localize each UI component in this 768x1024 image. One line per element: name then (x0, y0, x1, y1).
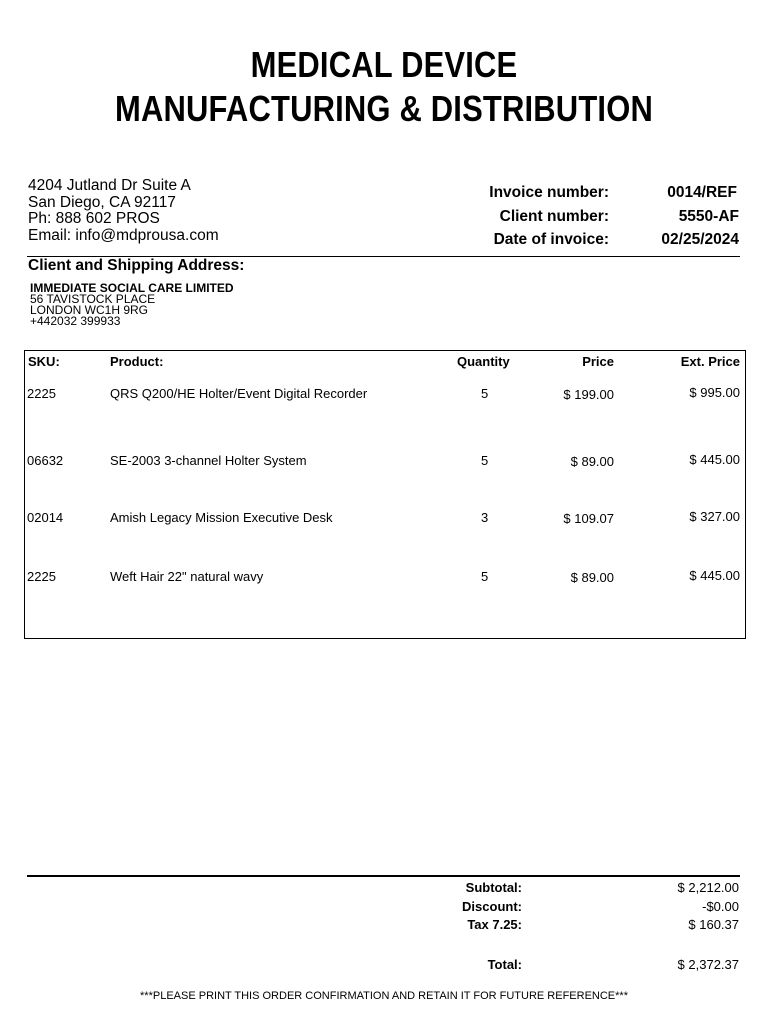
invoice-date-value: 02/25/2024 (661, 231, 739, 248)
discount-value: -$0.00 (702, 899, 739, 914)
document-title-line1: MEDICAL DEVICE (250, 44, 518, 85)
client-phone: +442032 399933 (30, 314, 121, 328)
discount-row (400, 899, 740, 917)
invoice-meta-block (460, 184, 742, 255)
row-3-quantity: 3 (481, 510, 489, 525)
column-header-ext-price: Ext. Price (680, 354, 740, 369)
client-number-value: 5550-AF (678, 207, 739, 225)
column-header-quantity: Quantity (457, 354, 510, 369)
discount-label: Discount: (462, 899, 522, 914)
column-header-product: Product: (110, 354, 164, 369)
row-1-ext-price: $ 995.00 (689, 385, 740, 400)
row-2-ext-price: $ 445.00 (689, 452, 740, 467)
total-label: Total: (487, 957, 522, 972)
row-2-price: $ 89.00 (570, 454, 614, 469)
subtotal-row (400, 880, 740, 898)
row-3-price: $ 109.07 (563, 511, 614, 526)
row-1-product: QRS Q200/HE Holter/Event Digital Recorder (110, 386, 368, 401)
total-value: $ 2,372.37 (677, 957, 739, 972)
client-street: 56 TAVISTOCK PLACE (30, 292, 156, 306)
column-header-price: Price (582, 354, 614, 369)
company-city: San Diego, CA 92117 (28, 193, 176, 211)
row-4-ext-price: $ 445.00 (689, 568, 740, 583)
company-phone: Ph: 888 602 PROS (28, 210, 160, 227)
tax-value: $ 160.37 (688, 917, 739, 932)
subtotal-label: Subtotal: (465, 880, 522, 895)
row-4-quantity: 5 (481, 569, 489, 584)
shipping-heading: Client and Shipping Address: (28, 257, 245, 274)
row-4-price: $ 89.00 (570, 570, 614, 585)
row-2-sku: 06632 (27, 453, 64, 468)
row-1-price: $ 199.00 (563, 387, 614, 402)
column-header-sku: SKU: (28, 354, 60, 369)
totals-divider (27, 875, 740, 877)
document-title-line2: MANUFACTURING & DISTRIBUTION (114, 88, 653, 129)
row-1-sku: 2225 (27, 386, 56, 401)
row-2-product: SE-2003 3-channel Holter System (110, 453, 307, 468)
company-address-block (28, 178, 219, 244)
row-1-quantity: 5 (481, 386, 489, 401)
company-email: Email: info@mdprousa.com (28, 226, 219, 244)
subtotal-value: $ 2,212.00 (677, 880, 739, 895)
row-4-product: Weft Hair 22" natural wavy (110, 569, 264, 584)
client-number-label: Client number: (499, 207, 609, 225)
row-3-sku: 02014 (27, 510, 64, 525)
invoice-number-label: Invoice number: (489, 184, 609, 201)
tax-label: Tax 7.25: (467, 917, 522, 932)
client-name: IMMEDIATE SOCIAL CARE LIMITED (30, 281, 234, 295)
company-street: 4204 Jutland Dr Suite A (28, 177, 191, 194)
row-4-sku: 2225 (27, 569, 56, 584)
client-city: LONDON WC1H 9RG (30, 303, 149, 317)
line-items-table (24, 350, 746, 639)
footer-note: ***PLEASE PRINT THIS ORDER CONFIRMATION AND RETAIN IT FOR FUTURE REFERENCE*** (140, 990, 628, 1002)
row-3-ext-price: $ 327.00 (689, 509, 740, 524)
invoice-number-row (460, 184, 742, 208)
invoice-date-row (460, 231, 742, 255)
tax-row (400, 917, 740, 935)
shipping-address-block (30, 283, 234, 327)
total-row (400, 957, 740, 975)
row-2-quantity: 5 (481, 453, 489, 468)
invoice-number-value: 0014/REF (667, 184, 737, 201)
row-3-product: Amish Legacy Mission Executive Desk (110, 510, 333, 525)
invoice-date-label: Date of invoice: (493, 231, 609, 248)
client-number-row (460, 208, 742, 232)
